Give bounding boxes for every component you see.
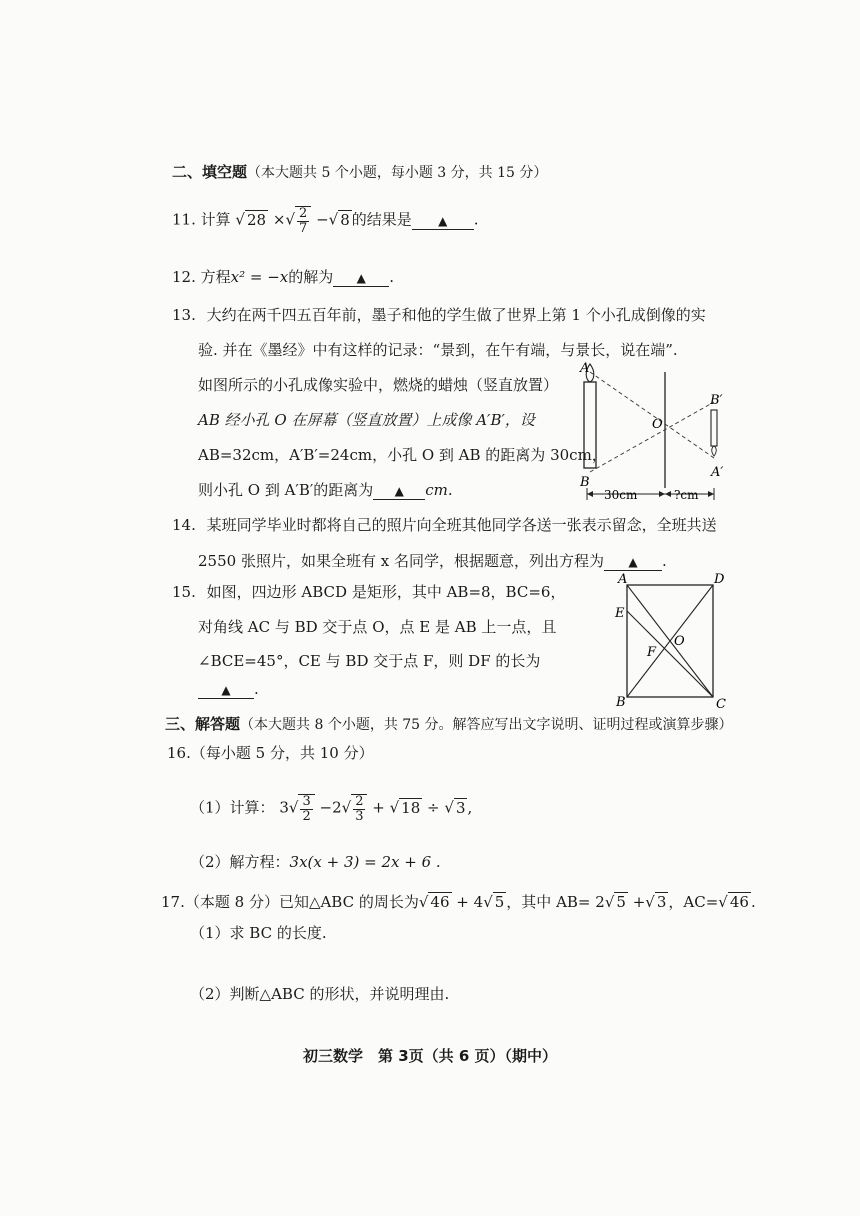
q12-equation: x² = −x — [230, 268, 289, 286]
label-C: C — [716, 697, 726, 710]
q12-text-a: 方程 — [200, 268, 231, 286]
q16-equation: 3x(x + 3) = 2x + 6 . — [289, 853, 441, 871]
section-2-note: （本大题共 5 个小题，每小题 3 分，共 15 分） — [247, 165, 548, 181]
q11-suffix: 的结果是 — [351, 210, 412, 229]
label-F: F — [647, 645, 657, 660]
label-B: B — [616, 695, 626, 710]
image-candle — [711, 410, 717, 446]
q14-line-2: 2550 张照片，如果全班有 x 名同学，根据题意，列出方程为 ▲ . — [198, 552, 667, 570]
q16-part-1: （1）计算： 3√ $\frac{3}{2}$ −2√ $\frac{2}{3}$ + √ 18 ÷ √ 3 , — [190, 794, 473, 824]
q15-line-2: 对角线 AC 与 BD 交于点 O，点 E 是 AB 上一点，且 — [198, 618, 557, 636]
q14-line-1: 14. 某班同学毕业时都将自己的照片向全班其他同学各送一张表示留念，全班共送 — [172, 516, 717, 534]
section-3-title: 三、解答题 — [165, 715, 241, 733]
question-11: 11. 计算 √ 28 ×√ $\frac{2}{7}$ −√ 8 的结果是 ▲ . — [172, 206, 479, 236]
label-A: A — [618, 572, 628, 587]
label-unknown-cm: ?cm — [674, 488, 699, 502]
q14-answer-blank[interactable]: ▲ — [604, 552, 662, 571]
q16-header — [167, 744, 374, 762]
pinhole-camera-figure — [570, 360, 730, 510]
ray-bottom — [590, 402, 714, 472]
page-footer: 初三数学 第 3页（共 6 页）（期中） — [302, 1047, 558, 1065]
q16-part-2: （2）解方程：3x(x + 3) = 2x + 6 . — [190, 853, 441, 871]
q15-number: 15. — [172, 583, 196, 601]
q15-line-4: ▲ . — [198, 680, 259, 699]
label-E: E — [615, 606, 625, 621]
section-2-title: 二、填空题 — [172, 163, 248, 181]
rectangle-figure — [610, 570, 730, 710]
segment-CE — [627, 611, 713, 697]
q15-answer-blank[interactable]: ▲ — [198, 680, 254, 699]
image-flame — [712, 446, 717, 456]
q11-number: 11. — [172, 210, 196, 229]
q16-number: 16. — [167, 744, 191, 762]
q11-times: × — [272, 210, 286, 229]
q14-number: 14. — [172, 516, 196, 534]
q13-line-6: 则小孔 O 到 A′B′的距离为 ▲ cm. — [198, 481, 453, 499]
q11-answer-blank[interactable]: ▲ — [412, 211, 474, 230]
q11-radicand-1: 28 — [246, 210, 267, 229]
section-2-header — [172, 163, 547, 182]
label-B-prime: B′ — [710, 393, 723, 408]
section-3-note: （本大题共 8 个小题，共 75 分。解答应写出文字说明、证明过程或演算步骤） — [240, 717, 733, 733]
label-O: O — [652, 417, 663, 432]
q11-radicand-2: 8 — [340, 210, 350, 229]
q13-line-4: AB 经小孔 O 在屏幕（竖直放置）上成像 A′B′，设 — [198, 411, 535, 429]
q17-statement: 17.（本题 8 分）已知△ABC 的周长为√ 46 + 4√ 5 ，其中 AB= 2√ 5 +√ 3 ，AC=√ 46 . — [161, 893, 756, 911]
label-O: O — [674, 634, 685, 649]
q13-line-1: 13. 大约在两千四五百年前，墨子和他的学生做了世界上第 1 个小孔成倒像的实 — [172, 306, 706, 324]
label-B: B — [580, 475, 590, 490]
q11-frac-den: 7 — [299, 220, 308, 236]
label-D: D — [714, 572, 725, 587]
label-A-prime: A′ — [711, 465, 724, 480]
q11-frac-num: 2 — [299, 206, 308, 221]
q13-number: 13. — [172, 306, 196, 324]
q13-line-2: 验. 并在《墨经》中有这样的记录：“景到，在午有端，与景长，说在端”. — [198, 341, 678, 359]
q13-answer-blank[interactable]: ▲ — [373, 481, 425, 500]
q13-line-3: 如图所示的小孔成像实验中，燃烧的蜡烛（竖直放置） — [198, 376, 559, 394]
q12-text-b: 的解为 — [288, 268, 334, 286]
q12-number: 12. — [172, 268, 196, 286]
q17-number: 17. — [161, 893, 185, 911]
candle-body — [584, 382, 596, 468]
section-3-header — [165, 715, 733, 734]
q13-line-5: AB=32cm，A′B′=24cm，小孔 O 到 AB 的距离为 30cm， — [198, 446, 607, 464]
q15-line-3: ∠BCE=45°，CE 与 BD 交于点 F，则 DF 的长为 — [198, 652, 541, 670]
label-A: A — [580, 361, 590, 376]
q12-answer-blank[interactable]: ▲ — [333, 268, 389, 287]
label-30cm: 30cm — [604, 488, 638, 502]
q16-note: （每小题 5 分，共 10 分） — [190, 744, 374, 762]
q17-part-2: （2）判断△ABC 的形状，并说明理由. — [190, 985, 450, 1003]
q11-minus: − — [316, 210, 329, 229]
question-12: 12. 方程x² = −x的解为 ▲ . — [172, 268, 395, 286]
q17-part-1: （1）求 BC 的长度. — [190, 924, 327, 942]
ray-top — [590, 372, 714, 458]
q15-line-1: 15. 如图，四边形 ABCD 是矩形，其中 AB=8，BC=6， — [172, 583, 566, 601]
q11-prefix: 计算 — [200, 210, 231, 229]
